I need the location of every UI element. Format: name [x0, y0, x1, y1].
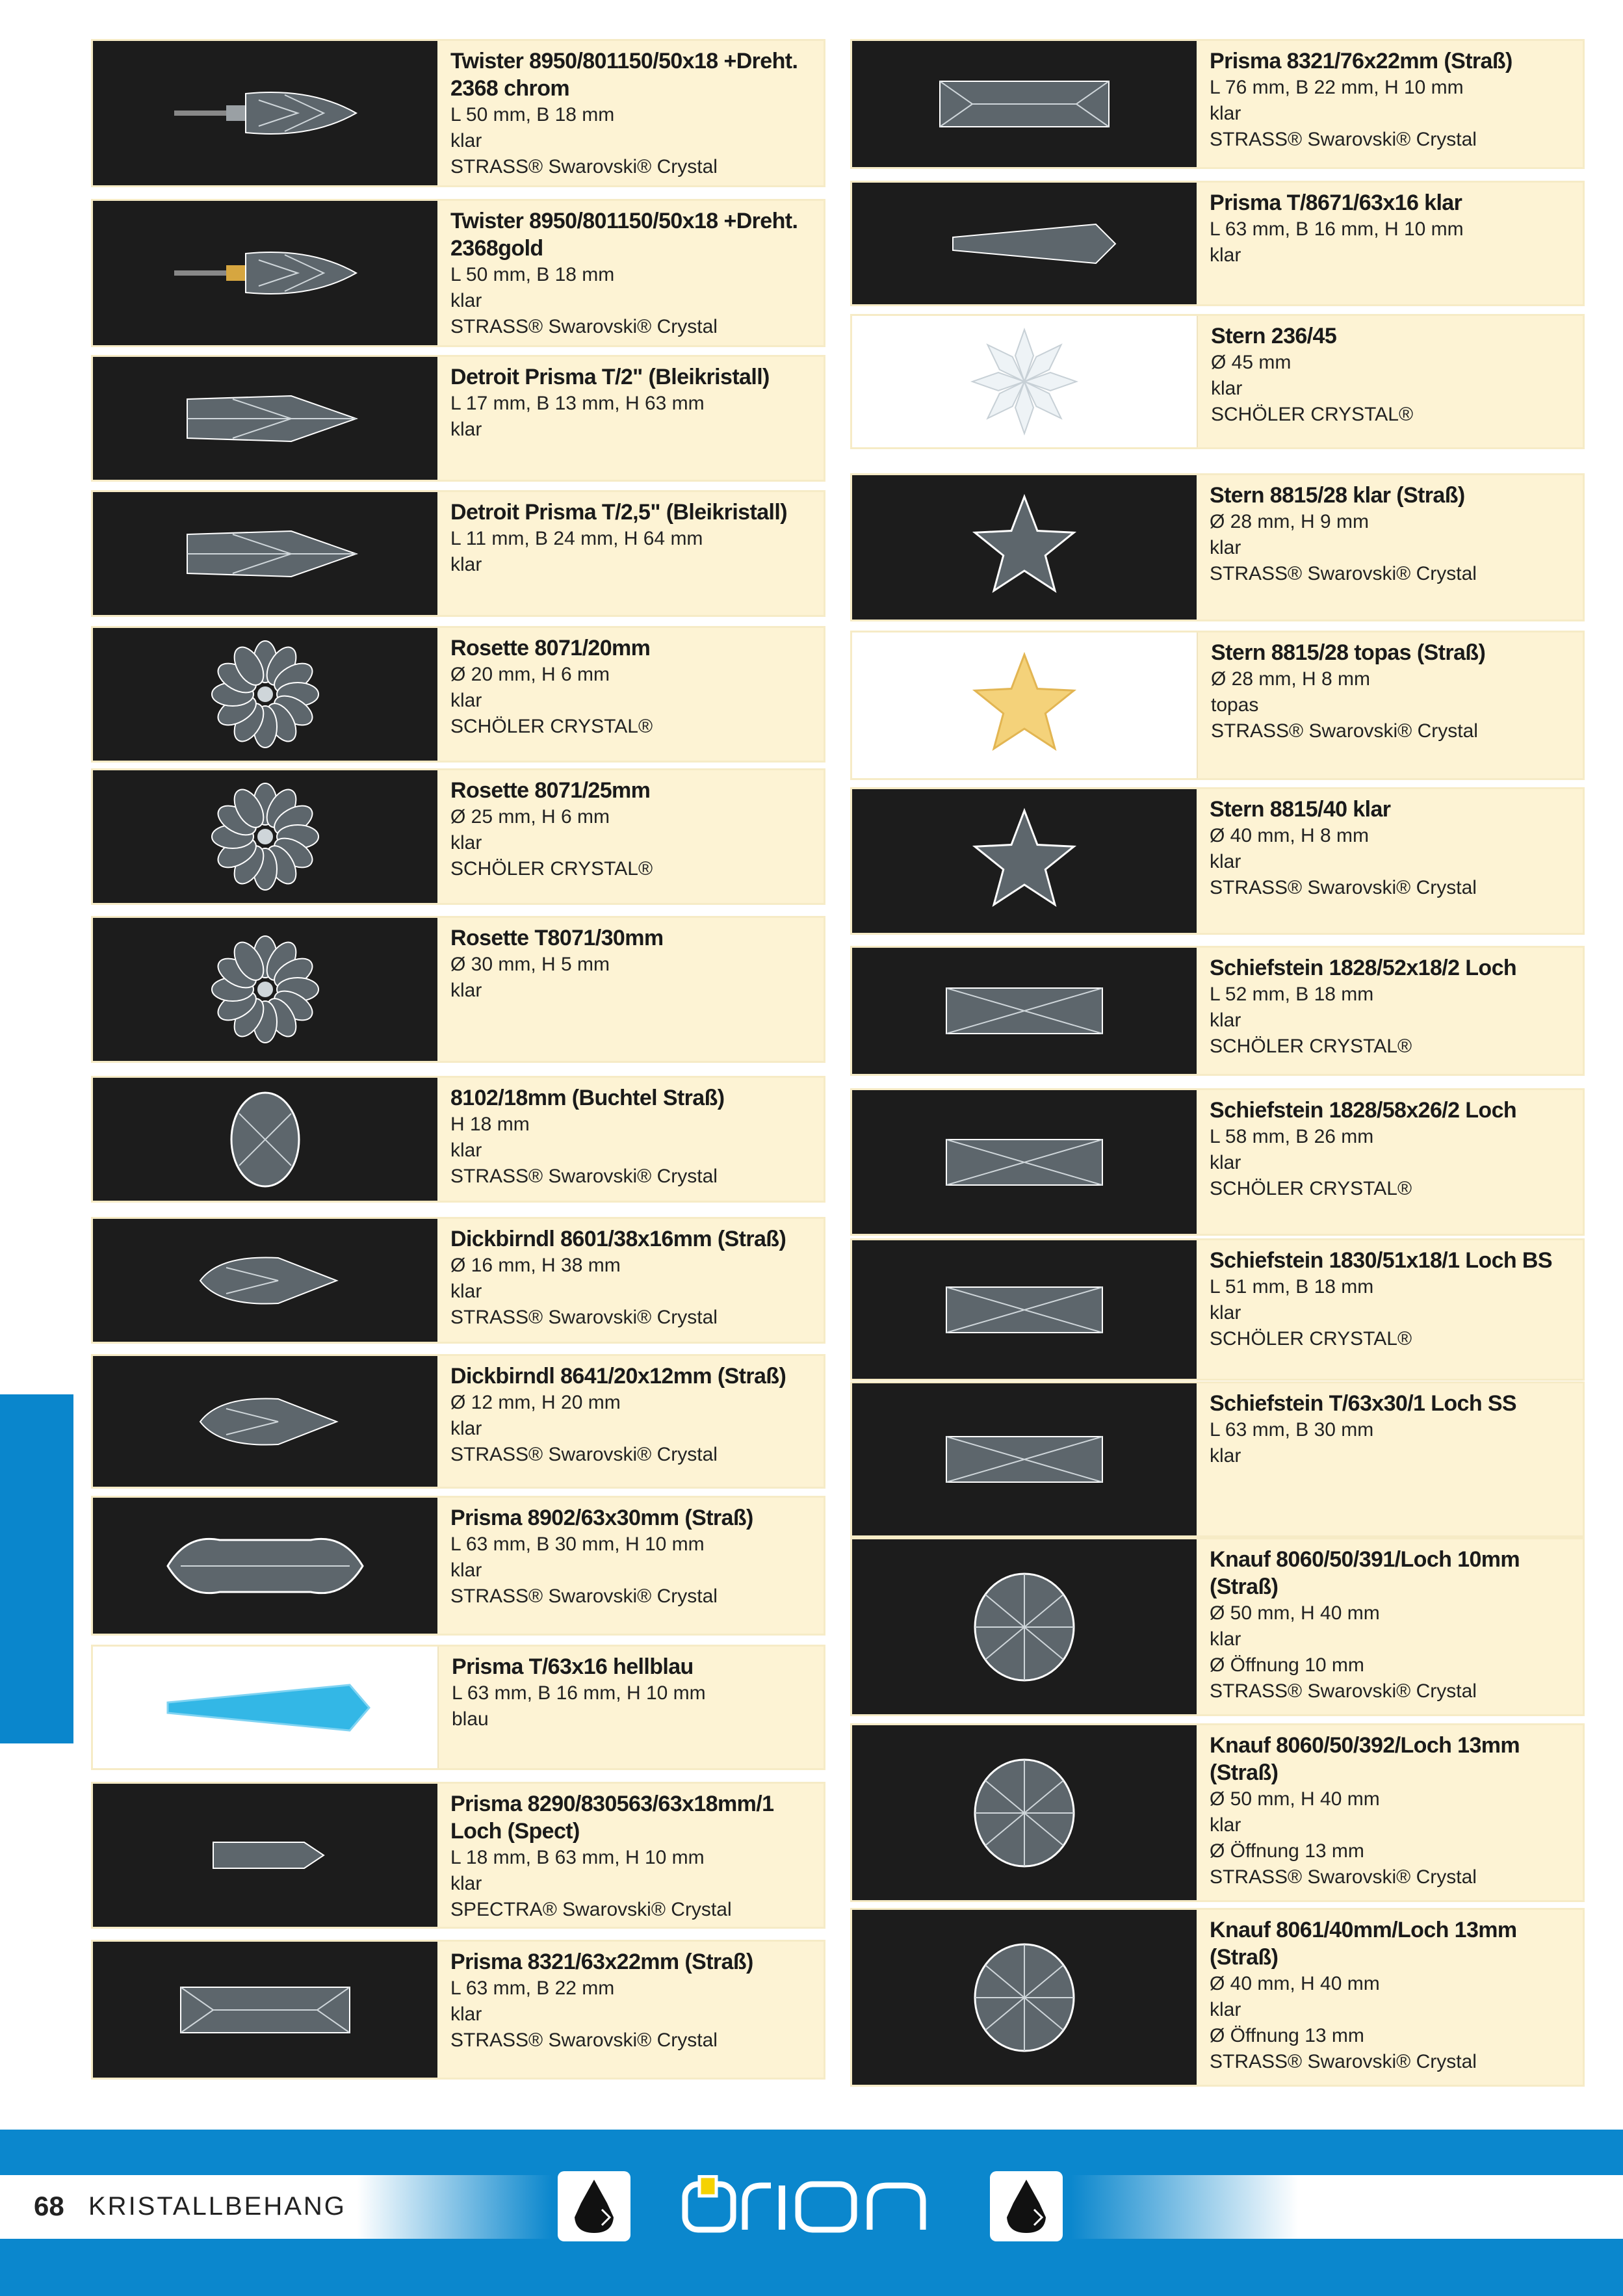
product-spec: Ø Öffnung 10 mm	[1210, 1654, 1364, 1676]
product-card	[91, 626, 825, 763]
product-title: Schiefstein 1828/52x18/2 Loch	[1210, 956, 1517, 980]
product-image	[93, 1784, 437, 1927]
product-card	[850, 1088, 1585, 1236]
product-info	[439, 1647, 824, 1768]
product-card	[850, 1908, 1585, 2087]
product-card	[91, 1076, 825, 1203]
product-spec: SCHÖLER CRYSTAL®	[450, 858, 653, 880]
product-card	[850, 473, 1585, 621]
product-title: Prisma 8902/63x30mm (Straß)	[450, 1506, 753, 1530]
product-info	[1197, 1725, 1583, 1900]
product-spec: SCHÖLER CRYSTAL®	[1211, 404, 1414, 425]
product-spec: klar	[450, 980, 482, 1001]
product-spec: STRASS® Swarovski® Crystal	[1210, 129, 1477, 150]
product-spec: klar	[450, 1140, 482, 1161]
star-icon	[888, 803, 1161, 920]
product-image	[93, 1647, 439, 1768]
section-title: KRISTALLBEHANG	[88, 2192, 346, 2221]
blue-prism-icon	[129, 1649, 402, 1766]
product-spec: L 63 mm, B 30 mm	[1210, 1419, 1374, 1441]
product-card	[850, 1381, 1585, 1537]
oval-icon	[129, 1081, 402, 1198]
product-spec: klar	[450, 419, 482, 440]
product-info	[1197, 1090, 1583, 1234]
slate-stone-icon	[888, 1401, 1161, 1518]
knob-bead-icon	[888, 1755, 1161, 1872]
rosette-icon	[129, 931, 402, 1048]
product-card	[91, 199, 825, 347]
product-card	[91, 490, 825, 617]
product-card	[91, 1354, 825, 1489]
product-title: Rosette T8071/30mm	[450, 926, 664, 950]
product-card	[91, 1496, 825, 1636]
product-title: Stern 236/45	[1211, 324, 1337, 348]
product-title: Detroit Prisma T/2,5" (Bleikristall)	[450, 500, 787, 525]
product-card	[850, 1537, 1585, 1716]
product-spec: STRASS® Swarovski® Crystal	[450, 316, 718, 337]
product-info	[1197, 1240, 1583, 1379]
product-image	[852, 1240, 1197, 1379]
product-info	[1198, 633, 1583, 778]
spike-prism-icon	[129, 360, 402, 477]
product-card	[850, 39, 1585, 169]
product-spec: L 63 mm, B 16 mm, H 10 mm	[1210, 218, 1464, 240]
product-info	[1197, 475, 1583, 620]
product-spec: L 63 mm, B 16 mm, H 10 mm	[452, 1682, 706, 1704]
product-info	[437, 1356, 824, 1487]
product-card	[850, 1238, 1585, 1381]
product-title: Rosette 8071/25mm	[450, 778, 651, 803]
product-info	[1197, 183, 1583, 304]
product-info	[437, 1784, 824, 1927]
product-spec: L 50 mm, B 18 mm	[450, 104, 615, 125]
product-spec: L 11 mm, B 24 mm, H 64 mm	[450, 528, 703, 549]
product-spec: klar	[450, 1281, 482, 1302]
product-title: Schiefstein 1828/58x26/2 Loch	[1210, 1098, 1517, 1123]
product-spec: klar	[450, 130, 482, 151]
page-number: 68	[34, 2191, 64, 2221]
product-info	[1197, 1383, 1583, 1535]
product-info	[437, 201, 824, 345]
product-card	[91, 1645, 825, 1770]
product-info	[1197, 41, 1583, 167]
product-card	[850, 1723, 1585, 1902]
product-spec: SCHÖLER CRYSTAL®	[450, 716, 653, 737]
product-card	[91, 39, 825, 187]
product-info	[1197, 789, 1583, 933]
product-image	[93, 1219, 437, 1342]
product-title: Rosette 8071/20mm	[450, 636, 651, 660]
bar-prism-icon	[129, 1951, 402, 2068]
product-spec: klar	[1210, 1628, 1241, 1650]
product-spec: blau	[452, 1708, 489, 1730]
product-image	[852, 1090, 1197, 1234]
product-spec: STRASS® Swarovski® Crystal	[450, 2029, 718, 2051]
product-image	[93, 492, 437, 615]
product-spec: klar	[1210, 244, 1241, 266]
product-spec: klar	[450, 1418, 482, 1439]
product-spec: klar	[450, 290, 482, 311]
product-spec: klar	[1210, 1999, 1241, 2020]
orion-logo	[681, 2175, 941, 2237]
product-spec: klar	[1210, 1152, 1241, 1173]
product-spec: klar	[1210, 103, 1241, 124]
product-title: Prisma 8290/830563/63x18mm/1 Loch (Spect)	[450, 1792, 774, 1844]
bar-prism-icon	[888, 46, 1161, 163]
product-spec: STRASS® Swarovski® Crystal	[450, 1166, 718, 1187]
product-title: Knauf 8061/40mm/Loch 13mm (Straß)	[1210, 1918, 1517, 1970]
product-spec: STRASS® Swarovski® Crystal	[450, 1585, 718, 1607]
chapter-side-tab	[0, 1394, 73, 1743]
product-spec: STRASS® Swarovski® Crystal	[450, 1444, 718, 1465]
product-image	[852, 633, 1198, 778]
product-image	[93, 41, 437, 185]
product-title: Dickbirndl 8641/20x12mm (Straß)	[450, 1364, 786, 1389]
product-image	[852, 789, 1197, 933]
baroque-prism-icon	[129, 1507, 402, 1624]
topaz-star-icon	[888, 647, 1161, 764]
product-image	[852, 41, 1197, 167]
product-image	[93, 1498, 437, 1634]
product-spec: L 18 mm, B 63 mm, H 10 mm	[450, 1847, 705, 1868]
product-image	[93, 628, 437, 761]
product-info	[437, 1078, 824, 1201]
product-title: Stern 8815/28 klar (Straß)	[1210, 483, 1465, 508]
product-card	[850, 631, 1585, 780]
product-spec: L 58 mm, B 26 mm	[1210, 1126, 1374, 1147]
product-info	[1197, 948, 1583, 1074]
product-title: Twister 8950/801150/50x18 +Dreht. 2368gold	[450, 209, 798, 261]
product-card	[850, 314, 1585, 449]
pear-drop-icon	[129, 1222, 402, 1339]
product-spec: klar	[1210, 1010, 1241, 1031]
product-spec: Ø 30 mm, H 5 mm	[450, 954, 610, 975]
product-image	[852, 1539, 1197, 1714]
product-spec: STRASS® Swarovski® Crystal	[1210, 1866, 1477, 1888]
product-spec: Ø 25 mm, H 6 mm	[450, 806, 610, 828]
product-image	[93, 1356, 437, 1487]
product-image	[852, 1383, 1197, 1535]
product-card	[91, 1782, 825, 1929]
product-image	[852, 1910, 1197, 2085]
product-spec: Ø 50 mm, H 40 mm	[1210, 1788, 1380, 1810]
product-spec: klar	[450, 554, 482, 575]
product-info	[437, 357, 824, 480]
product-spec: STRASS® Swarovski® Crystal	[1210, 877, 1477, 898]
long-prism-icon	[888, 185, 1161, 302]
product-title: Knauf 8060/50/391/Loch 10mm (Straß)	[1210, 1547, 1520, 1599]
product-spec: klar	[450, 690, 482, 711]
product-spec: L 17 mm, B 13 mm, H 63 mm	[450, 393, 705, 414]
product-title: Prisma 8321/76x22mm (Straß)	[1210, 49, 1513, 73]
product-info	[437, 1219, 824, 1342]
product-image	[93, 770, 437, 903]
product-spec: klar	[1211, 378, 1243, 399]
knob-bead-icon	[888, 1569, 1161, 1686]
product-spec: klar	[1210, 1445, 1241, 1467]
product-card	[91, 768, 825, 905]
product-spec: Ø 16 mm, H 38 mm	[450, 1255, 621, 1276]
product-info	[1197, 1539, 1583, 1714]
twister-gold-icon	[129, 215, 402, 332]
product-info	[437, 628, 824, 761]
product-spec: H 18 mm	[450, 1114, 530, 1135]
product-spec: L 51 mm, B 18 mm	[1210, 1276, 1374, 1298]
rosette-icon	[129, 778, 402, 895]
product-spec: STRASS® Swarovski® Crystal	[1210, 1680, 1477, 1702]
product-spec: Ø 40 mm, H 40 mm	[1210, 1973, 1380, 1994]
product-spec: STRASS® Swarovski® Crystal	[450, 156, 718, 177]
product-title: Schiefstein 1830/51x18/1 Loch BS	[1210, 1248, 1552, 1273]
product-image	[93, 1078, 437, 1201]
product-info	[437, 1942, 824, 2078]
product-card	[850, 787, 1585, 935]
product-info	[437, 41, 824, 185]
product-title: 8102/18mm (Buchtel Straß)	[450, 1086, 725, 1110]
flower-star-icon	[888, 323, 1161, 440]
product-image	[852, 475, 1197, 620]
product-spec: Ø 50 mm, H 40 mm	[1210, 1602, 1380, 1624]
product-spec: L 50 mm, B 18 mm	[450, 264, 615, 285]
spike-prism-icon	[129, 495, 402, 612]
product-spec: STRASS® Swarovski® Crystal	[450, 1307, 718, 1328]
product-spec: Ø 40 mm, H 8 mm	[1210, 825, 1370, 846]
crystal-drop-icon	[990, 2171, 1063, 2241]
product-title: Detroit Prisma T/2" (Bleikristall)	[450, 365, 770, 389]
twister-chrome-icon	[129, 55, 402, 172]
product-spec: Ø 20 mm, H 6 mm	[450, 664, 610, 685]
crystal-drop-icon	[558, 2171, 630, 2241]
product-info	[437, 492, 824, 615]
product-title: Dickbirndl 8601/38x16mm (Straß)	[450, 1227, 786, 1251]
product-image	[852, 948, 1197, 1074]
product-spec: klar	[1210, 851, 1241, 872]
product-card	[850, 181, 1585, 306]
product-title: Stern 8815/28 topas (Straß)	[1211, 640, 1486, 665]
product-spec: L 76 mm, B 22 mm, H 10 mm	[1210, 77, 1464, 98]
product-image	[852, 183, 1197, 304]
product-image	[93, 918, 437, 1061]
product-title: Stern 8815/40 klar	[1210, 797, 1391, 822]
product-spec: Ø Öffnung 13 mm	[1210, 1840, 1364, 1862]
product-spec: SPECTRA® Swarovski® Crystal	[450, 1899, 732, 1920]
product-spec: topas	[1211, 694, 1259, 716]
product-info	[437, 1498, 824, 1634]
product-title: Prisma T/63x16 hellblau	[452, 1654, 694, 1679]
product-card	[850, 946, 1585, 1076]
product-card	[91, 916, 825, 1063]
product-spec: SCHÖLER CRYSTAL®	[1210, 1178, 1412, 1199]
small-prism-icon	[129, 1797, 402, 1914]
product-spec: klar	[450, 1559, 482, 1581]
product-spec: L 63 mm, B 22 mm	[450, 1977, 615, 1999]
slate-stone-icon	[888, 1251, 1161, 1368]
product-card	[91, 1940, 825, 2080]
product-spec: STRASS® Swarovski® Crystal	[1210, 563, 1477, 584]
product-spec: Ø 12 mm, H 20 mm	[450, 1392, 621, 1413]
rosette-icon	[129, 636, 402, 753]
product-spec: STRASS® Swarovski® Crystal	[1210, 2051, 1477, 2072]
product-title: Twister 8950/801150/50x18 +Dreht. 2368 chrom	[450, 49, 798, 101]
product-spec: L 52 mm, B 18 mm	[1210, 984, 1374, 1005]
star-icon	[888, 489, 1161, 606]
product-spec: Ø 45 mm	[1211, 352, 1292, 373]
product-title: Schiefstein T/63x30/1 Loch SS	[1210, 1391, 1517, 1416]
product-card	[91, 1217, 825, 1344]
product-spec: STRASS® Swarovski® Crystal	[1211, 720, 1478, 742]
product-image	[93, 357, 437, 480]
product-image	[852, 316, 1198, 447]
product-spec: SCHÖLER CRYSTAL®	[1210, 1036, 1412, 1057]
product-image	[93, 1942, 437, 2078]
product-image	[852, 1725, 1197, 1900]
knob-bead-icon	[888, 1939, 1161, 2056]
product-title: Prisma 8321/63x22mm (Straß)	[450, 1950, 753, 1974]
product-spec: klar	[450, 1873, 482, 1894]
product-title: Prisma T/8671/63x16 klar	[1210, 190, 1462, 215]
product-spec: klar	[1210, 537, 1241, 558]
product-spec: Ø Öffnung 13 mm	[1210, 2025, 1364, 2046]
product-card	[91, 355, 825, 482]
product-spec: klar	[450, 2003, 482, 2025]
pear-drop-icon	[129, 1363, 402, 1480]
product-spec: L 63 mm, B 30 mm, H 10 mm	[450, 1533, 705, 1555]
product-spec: klar	[1210, 1302, 1241, 1324]
slate-stone-icon	[888, 1104, 1161, 1221]
product-spec: SCHÖLER CRYSTAL®	[1210, 1328, 1412, 1350]
product-info	[437, 918, 824, 1061]
product-info	[1197, 1910, 1583, 2085]
product-spec: klar	[450, 832, 482, 854]
slate-stone-icon	[888, 952, 1161, 1069]
product-title: Knauf 8060/50/392/Loch 13mm (Straß)	[1210, 1733, 1520, 1785]
product-spec: Ø 28 mm, H 8 mm	[1211, 668, 1371, 690]
product-info	[1198, 316, 1583, 447]
product-spec: Ø 28 mm, H 9 mm	[1210, 511, 1370, 532]
product-spec: klar	[1210, 1814, 1241, 1836]
product-info	[437, 770, 824, 903]
product-image	[93, 201, 437, 345]
